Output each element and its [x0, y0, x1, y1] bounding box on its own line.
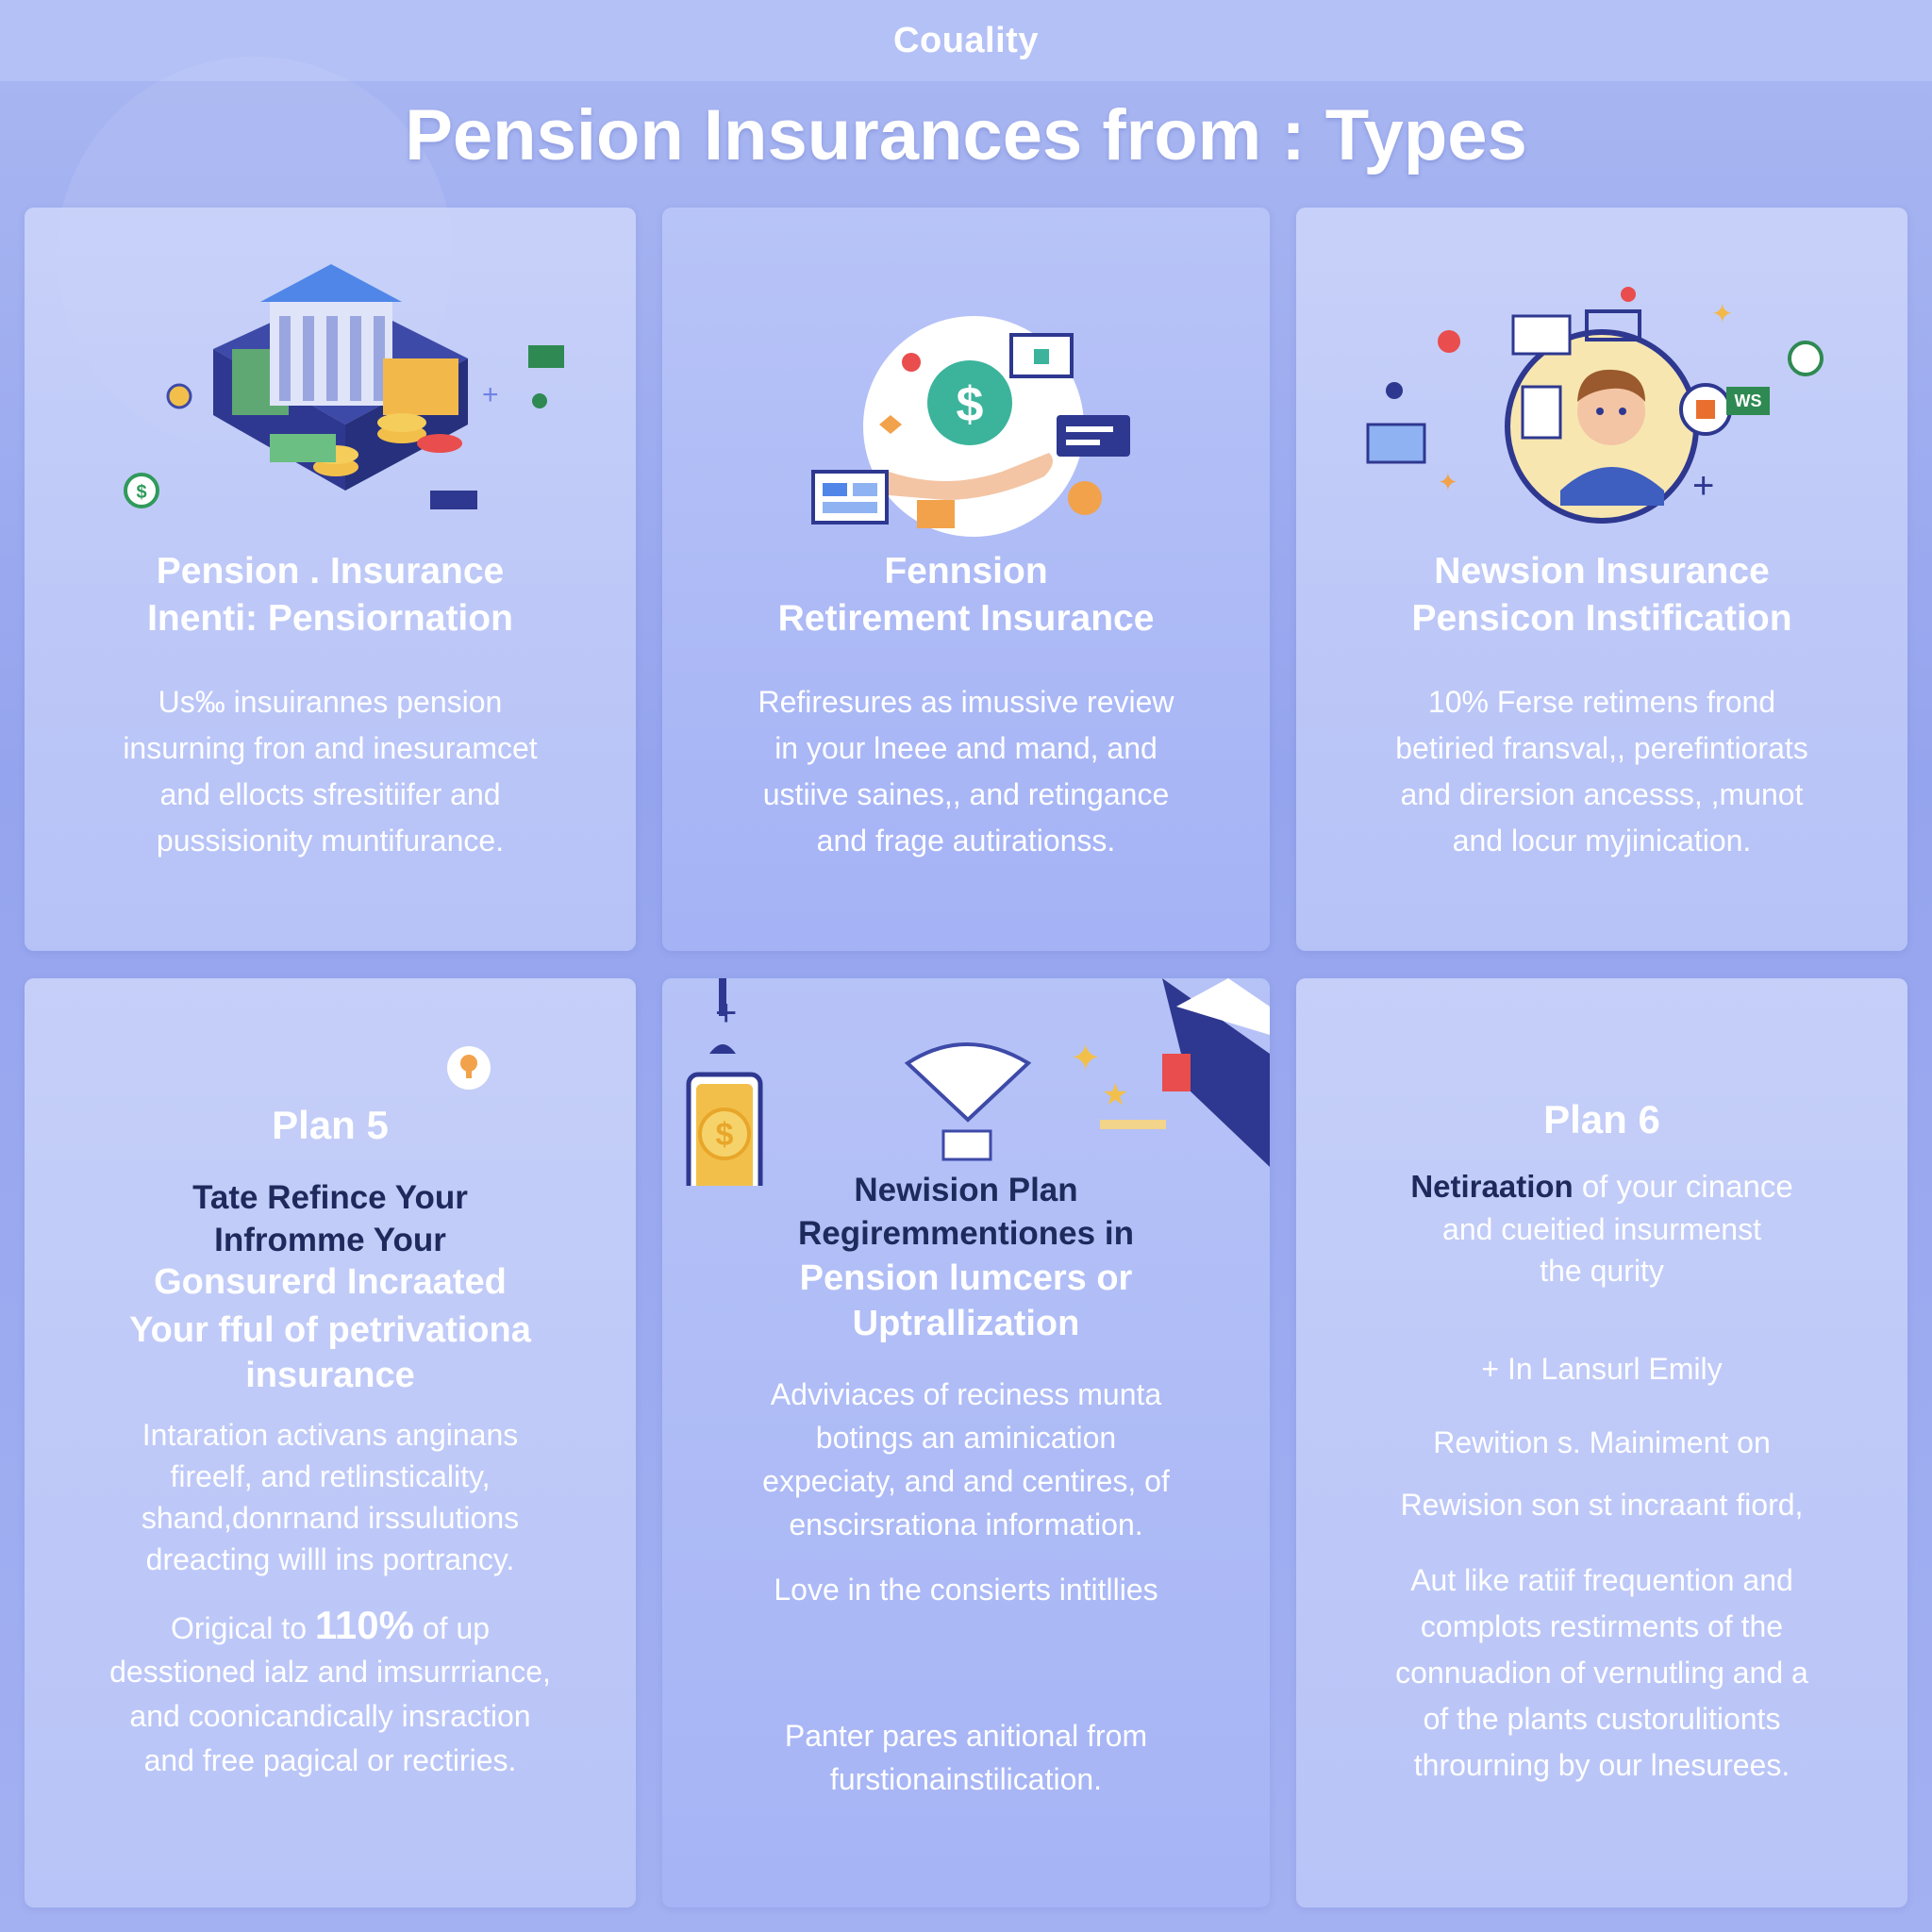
plan-subtitle-line: Newision Plan	[854, 1172, 1078, 1208]
plan-line: Rewision son st incraant fiord,	[1400, 1488, 1804, 1522]
plan-lead-line: and cueitied insurmenst	[1442, 1212, 1761, 1246]
card-title-line1: Pension . Insurance	[156, 551, 505, 591]
svg-text:+: +	[482, 379, 499, 410]
tail-line: connuadion of vernutling and a	[1395, 1656, 1808, 1690]
tail-line: and free pagical or rectiries.	[143, 1743, 517, 1777]
svg-text:$: $	[956, 377, 984, 432]
plan-bullet: + In Lansurl Emily	[1481, 1352, 1723, 1386]
card-body	[681, 1373, 1251, 1546]
body-line: betiried fransval,, perefintiorats	[1395, 731, 1808, 765]
tail-line: Panter pares anitional from	[784, 1719, 1148, 1753]
body-line: expeciaty, and and centires, of	[762, 1464, 1170, 1498]
ws-badge-text: WS	[1734, 391, 1762, 410]
plan-lead-rest: of your cinance	[1573, 1169, 1793, 1204]
plan-subtitle-line: Infromme Your	[214, 1222, 446, 1258]
plan-lead-line: the qurity	[1540, 1254, 1664, 1288]
card-newision-plan	[662, 978, 1270, 1907]
money-tag-parachute-icon	[662, 978, 1270, 1186]
tail-line: of the plants custorulitionts	[1423, 1702, 1781, 1736]
plan-lead-dark: Netiraation	[1410, 1169, 1574, 1204]
card-pension-instification	[1296, 208, 1907, 951]
brand-name: Couality	[893, 20, 1039, 60]
plan-label: Plan 5	[272, 1103, 389, 1147]
body-line: Refiresures as imussive review	[758, 685, 1174, 719]
plan-heading-line: insurance	[245, 1356, 415, 1395]
body-line: shand,donrnand irssulutions	[141, 1501, 520, 1535]
body-line: Us‰ insuirannes pension	[158, 685, 503, 719]
body-line: pussisionity muntifurance.	[156, 824, 505, 858]
tail-line: throurning by our lnesurees.	[1413, 1748, 1790, 1782]
page-title: Pension Insurances from : Types	[405, 95, 1527, 175]
card-plan-6	[1296, 978, 1907, 1907]
plan-heading-line: Gonsurerd Incraated	[154, 1262, 507, 1302]
tail-line: complots restirments of the	[1420, 1609, 1784, 1643]
plan-heading-line: Uptrallization	[852, 1304, 1080, 1343]
body-line: Intaration activans anginans	[142, 1418, 519, 1452]
plan-label: Plan 6	[1543, 1097, 1660, 1141]
plan-heading-line: Pension lumcers or	[799, 1258, 1133, 1298]
advisor-person-icon	[1296, 208, 1907, 547]
hand-holding-dollar-icon	[662, 208, 1270, 547]
svg-text:✦: ✦	[1711, 299, 1734, 328]
tail-line: furstionainstilication.	[829, 1762, 1103, 1796]
plan-lead-line	[1315, 1169, 1889, 1205]
card-title-line1: Fennsion	[884, 551, 1048, 591]
svg-text:+: +	[1692, 465, 1715, 507]
love-line: Love in the consierts intitllies	[774, 1573, 1158, 1607]
body-line: fireelf, and retlinsticality,	[170, 1459, 491, 1493]
card-body	[43, 679, 617, 864]
card-title-line2: Retirement Insurance	[777, 598, 1155, 639]
svg-text:+: +	[715, 992, 738, 1034]
percent-prefix: Origical to	[170, 1611, 315, 1645]
card-body	[43, 1414, 617, 1580]
card-title-line2: Inenti: Pensiornation	[147, 598, 513, 639]
body-line: 10% Ferse retimens frond	[1427, 685, 1776, 719]
percent-suffix: of up	[413, 1611, 491, 1645]
percent-line	[43, 1603, 617, 1648]
card-plan-5	[25, 978, 636, 1907]
svg-text:✦: ✦	[1070, 1038, 1102, 1079]
body-line: insurning fron and inesuramcet	[123, 731, 538, 765]
card-body	[1315, 679, 1889, 864]
percent-value: 110%	[314, 1603, 414, 1647]
lightbulb-icon	[445, 1044, 492, 1091]
plan-line: Rewition s. Mainiment on	[1433, 1425, 1771, 1459]
card-tail	[681, 1714, 1251, 1801]
body-line: and locur myjinication.	[1452, 824, 1752, 858]
tail-line: Aut like ratiif frequention and	[1410, 1563, 1793, 1597]
plan-subtitle-line: Regiremmentiones in	[798, 1215, 1134, 1252]
body-line: and ellocts sfresitiifer and	[159, 777, 501, 811]
card-retirement-insurance	[662, 208, 1270, 951]
plan-heading-line: Your fful of petrivationa	[129, 1310, 531, 1350]
card-pension-insurance	[25, 208, 636, 951]
tail-line: desstioned ialz and imsurrriance,	[109, 1655, 551, 1689]
card-tail	[1315, 1557, 1889, 1789]
body-line: enscirsrationa information.	[789, 1507, 1143, 1541]
svg-text:★: ★	[1102, 1077, 1129, 1111]
body-line: in your lneee and mand, and	[774, 731, 1158, 765]
body-line: and frage autirationss.	[816, 824, 1116, 858]
body-line: and dirersion ancesss, ,munot	[1400, 777, 1804, 811]
card-title-line1: Newsion Insurance	[1434, 551, 1770, 591]
card-tail	[43, 1650, 617, 1783]
svg-text:✦: ✦	[1438, 468, 1458, 496]
card-body	[681, 679, 1251, 864]
svg-text:$: $	[715, 1117, 734, 1153]
tail-line: and coonicandically insraction	[129, 1699, 531, 1733]
svg-text:$: $	[136, 482, 147, 503]
body-line: Adviviaces of reciness munta	[770, 1377, 1162, 1411]
body-line: ustiive saines,, and retingance	[762, 777, 1170, 811]
plan-subtitle-line: Tate Refince Your	[192, 1179, 468, 1216]
body-line: botings an aminication	[815, 1421, 1117, 1455]
bank-building-with-money-icon	[25, 208, 636, 547]
card-title-line2: Pensicon Instification	[1411, 598, 1792, 639]
body-line: dreacting willl ins portrancy.	[145, 1542, 515, 1576]
